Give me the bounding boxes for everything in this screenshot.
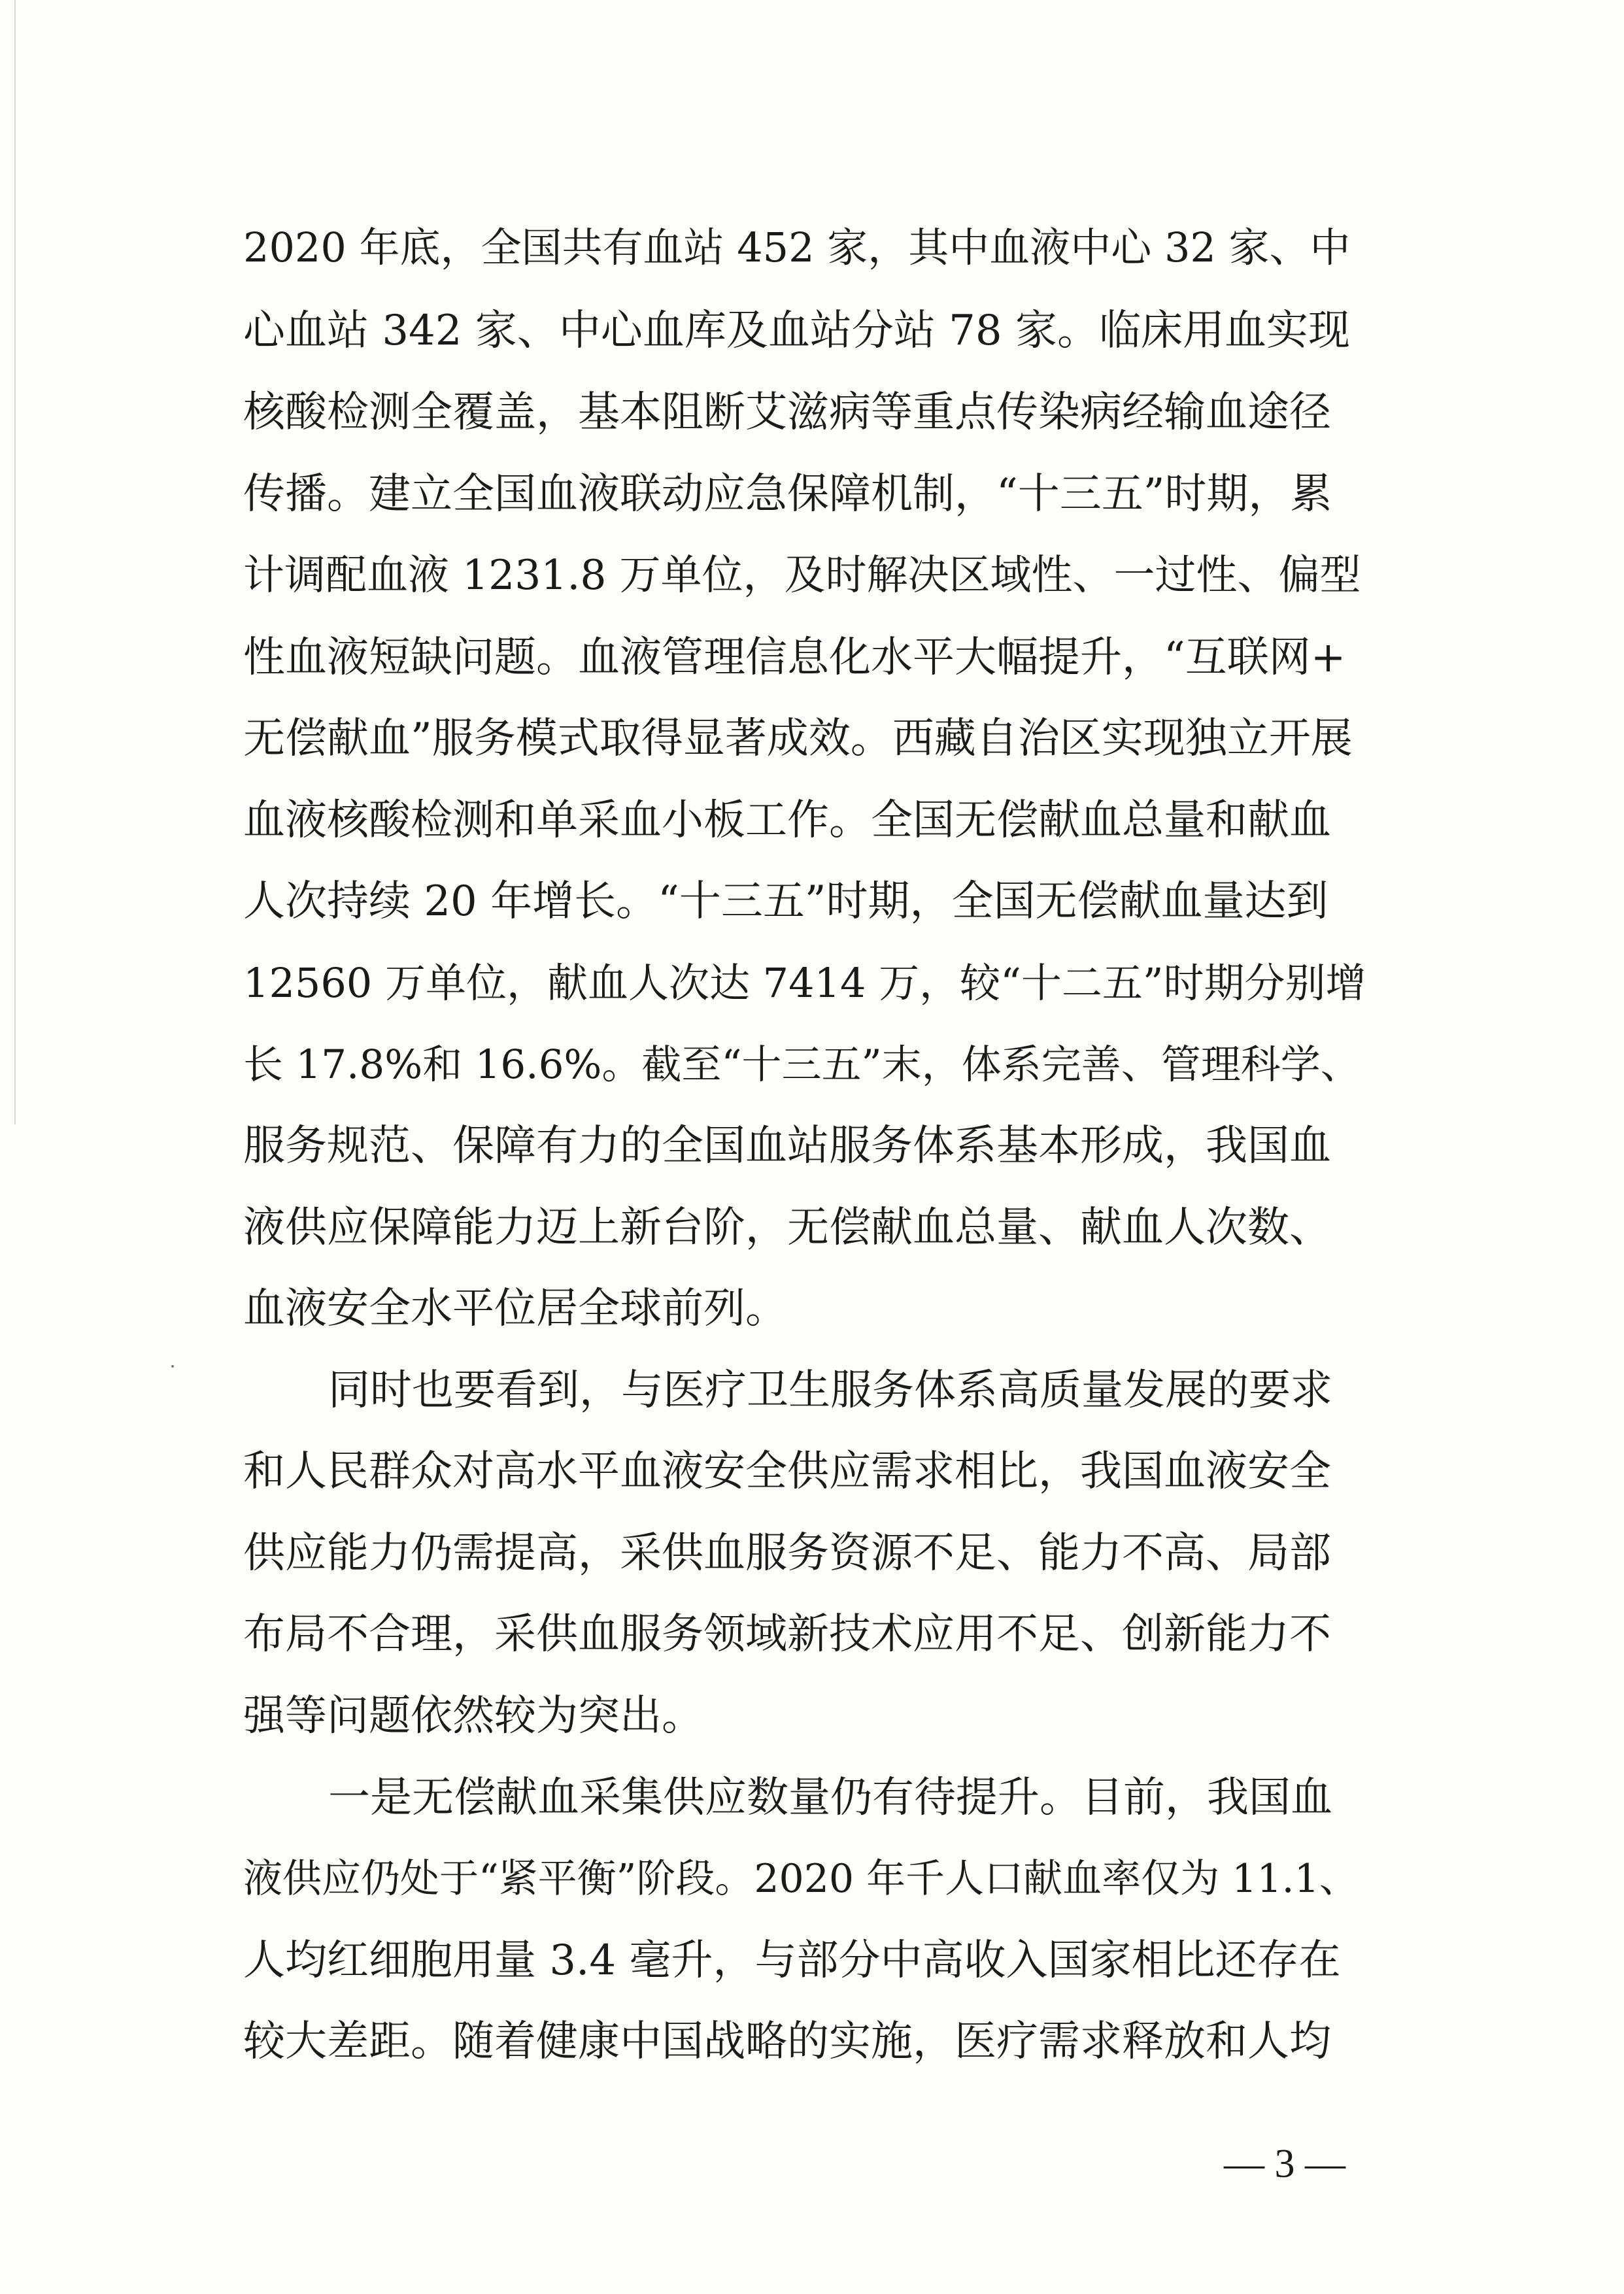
text-line: 12560 万单位，献血人次达 7414 万，较“十二五”时期分别增 [243,959,1366,1007]
scan-edge-line [14,0,16,1124]
scan-speck [171,1365,174,1368]
text-line: 长 17.8%和 16.6%。截至“十三五”末，体系完善、管理科学、 [243,1041,1361,1088]
text-line: 血液核酸检测和单采血小板工作。全国无偿献血总量和献血 [243,796,1331,845]
text-line: 液供应保障能力迈上新台阶，无偿献血总量、献血人次数、 [243,1204,1331,1252]
text-line: 服务规范、保障有力的全国血站服务体系基本形成，我国血 [243,1122,1331,1170]
text-line: 心血站 342 家、中心血库及血站分站 78 家。临床用血实现 [243,307,1350,355]
page-number: — 3 — [1224,2142,1345,2186]
text-line: 传播。建立全国血液联动应急保障机制，“十三五”时期，累 [243,470,1332,518]
text-line: 强等问题依然较为突出。 [243,1692,703,1740]
text-line: 供应能力仍需提高，采供血服务资源不足、能力不高、局部 [243,1529,1331,1577]
text-line: 和人民群众对高水平血液安全供应需求相比，我国血液安全 [243,1447,1331,1496]
text-line: 2020 年底，全国共有血站 452 家，其中血液中心 32 家、中 [243,224,1351,271]
text-line: 计调配血液 1231.8 万单位，及时解决区域性、一过性、偏型 [243,551,1361,599]
text-line: 较大差距。随着健康中国战略的实施，医疗需求释放和人均 [243,2017,1331,2066]
text-line: 核酸检测全覆盖，基本阻断艾滋病等重点传染病经输血途径 [243,388,1331,437]
text-line: 液供应仍处于“紧平衡”阶段。2020 年千人口献血率仅为 11.1、 [243,1856,1359,1902]
text-line: 性血液短缺问题。血液管理信息化水平大幅提升，“互联网+ [243,633,1346,682]
text-line: 血液安全水平位居全球前列。 [243,1285,787,1333]
paragraph-first-line: 一是无偿献血采集供应数量仍有待提升。目前，我国血 [328,1774,1332,1822]
text-line: 无偿献血”服务模式取得显著成效。西藏自治区实现独立开展 [243,715,1353,763]
text-line: 人次持续 20 年增长。“十三五”时期，全国无偿献血量达到 [243,877,1328,926]
paragraph-first-line: 同时也要看到，与医疗卫生服务体系高质量发展的要求 [328,1366,1332,1415]
text-line: 布局不合理，采供血服务领域新技术应用不足、创新能力不 [243,1610,1331,1659]
text-line: 人均红细胞用量 3.4 毫升，与部分中高收入国家相比还存在 [243,1936,1341,1985]
